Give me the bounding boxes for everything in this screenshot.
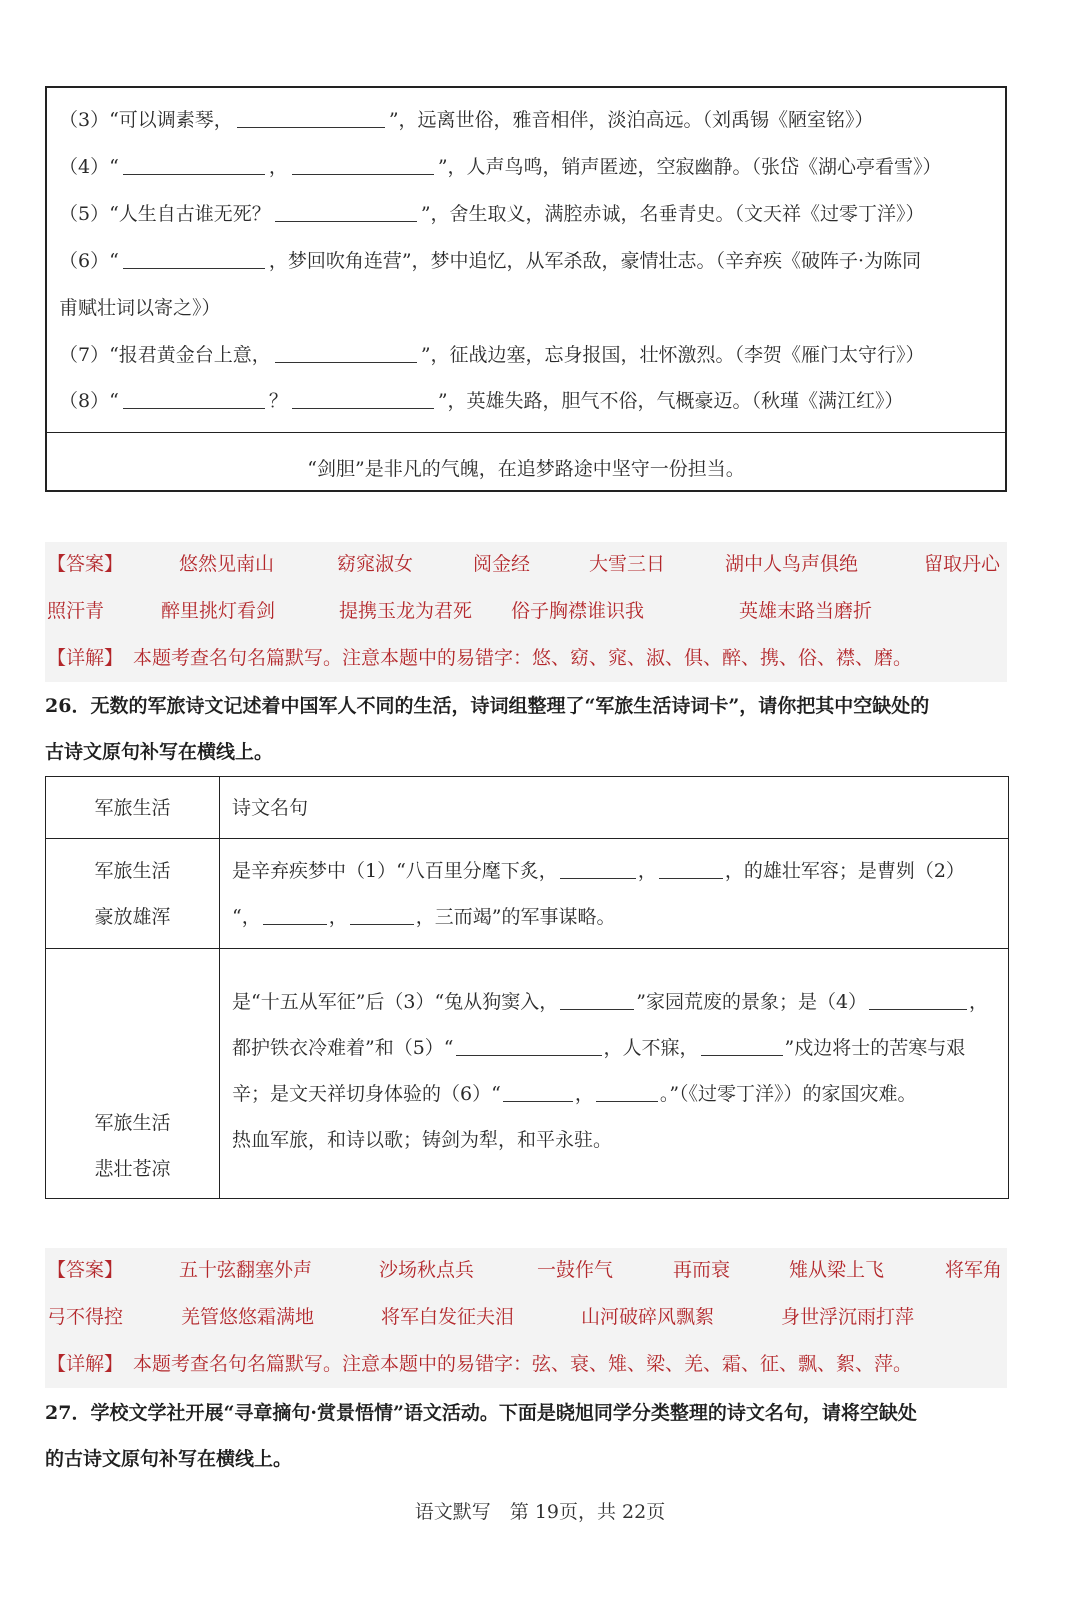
question-27: 27．学校文学社开展“寻章摘句·赏景悟情”语文活动。下面是晓旭同学分类整理的诗文名句，请将空缺处 的古诗文原句补写在横线上。 [45,1402,917,1470]
table-row [46,839,1009,949]
verse-cell: 是辛弃疾梦中（1）“八百里分麾下炙， ， ，的雄壮军容；是曹刿（2） “， ， ，三而竭”的军事谋略。 [220,839,1009,949]
detail-label: 【详解】 [47,647,124,669]
answer-blank [560,860,636,879]
answer-blank [596,1083,658,1102]
motto: “剑胆”是非凡的气魄，在追梦路途中坚守一份担当。 [307,458,745,480]
answer-blank [123,156,265,175]
table-header-row [46,777,1009,839]
answer-blank [659,860,723,879]
item-4: （4）“ ， ”，人声鸟鸣，销声匿迹，空寂幽静。（张岱《湖心亭看雪》） [59,156,942,178]
detail-label: 【详解】 [47,1353,124,1375]
item-7: （7）“报君黄金台上意， ”，征战边塞，忘身报国，壮怀激烈。（李贺《雁门太守行》） [59,344,925,366]
answer-blank [123,390,265,409]
category-cell: 军旅生活 悲壮苍凉 [46,949,220,1199]
verse-cell: 是“十五从军征”后（3）“兔从狗窦入， ”家园荒废的景象；是（4） ， 都护铁衣冷难着”和（5）“ ，人不寐， ”戍边将士的苦寒与艰 辛；是文天祥切身体验的（6）“ ， 。”（《过零丁洋》）的家国灾难。 热血军旅，和诗以歌；铸剑为犁，和平永驻。 [220,949,1009,1199]
answer-block-25: 【答案】 悠然见南山 窈窕淑女 阅金经 大雪三日 湖中人鸟声俱绝 留取丹心 照汗青 醉里挑灯看剑 提携玉龙为君死 俗子胸襟谁识我 英雄末路当磨折 【详解】 本题考查名句名篇默写。注意本题中的易错字：悠、窈、窕、淑、俱、醉、携、俗、襟、磨。 [45,542,1007,682]
table-row [46,949,1009,1199]
item-5: （5）“人生自古谁无死？ ”，舍生取义，满腔赤诚，名垂青史。（文天祥《过零丁洋》） [59,203,925,225]
recitation-box [45,86,1007,492]
answer-blank [292,156,434,175]
answer-blank [237,109,385,128]
answer-label: 【答案】 [47,553,124,575]
detail-text: 本题考查名句名篇默写。注意本题中的易错字：弦、衰、雉、梁、羌、霜、征、飘、絮、萍。 [133,1353,913,1375]
item-3: （3）“可以调素琴， ”，远离世俗，雅音相伴，淡泊高远。（刘禹锡《陋室铭》） [59,109,874,131]
answer-blank [503,1083,573,1102]
answer-blank [123,250,265,269]
answer-block-26: 【答案】 五十弦翻塞外声 沙场秋点兵 一鼓作气 再而衰 雉从梁上飞 将军角 弓不得控 羌管悠悠霜满地 将军白发征夫泪 山河破碎风飘絮 身世浮沉雨打萍 【详解】 本题考查名句名篇默写。注意本题中的易错字：弦、衰、雉、梁、羌、霜、征、飘、絮、萍。 [45,1248,1007,1388]
header-cell: 军旅生活 [46,777,220,839]
answer-blank [869,991,967,1010]
category-cell: 军旅生活 豪放雄浑 [46,839,220,949]
answer-blank [263,906,327,925]
answer-blank [350,906,414,925]
item-8: （8）“ ？ ”，英雄失路，胆气不俗，气概豪迈。（秋瑾《满江红》） [59,390,904,412]
item-6: （6）“ ，梦回吹角连营”，梦中追忆，从军杀敌，豪情壮志。（辛弃疾《破阵子·为陈同 [59,250,922,272]
military-life-table [45,776,1009,1199]
answer-blank [275,344,417,363]
answer-blank [275,203,417,222]
item-6-cont: 甫赋壮词以寄之》） [59,297,221,319]
answer-blank [292,390,434,409]
question-26: 26．无数的军旅诗文记述着中国军人不同的生活，诗词组整理了“军旅生活诗词卡”，请你把其中空缺处的 古诗文原句补写在横线上。 [45,695,930,763]
detail-text: 本题考查名句名篇默写。注意本题中的易错字：悠、窈、窕、淑、俱、醉、携、俗、襟、磨。 [133,647,913,669]
page-footer: 语文默写 第 19页，共 22页 [414,1501,666,1523]
answer-blank [560,991,634,1010]
answer-blank [456,1037,602,1056]
box-divider [47,432,1005,433]
header-cell: 诗文名句 [220,777,1009,839]
answer-label: 【答案】 [47,1259,124,1281]
answer-blank [701,1037,783,1056]
